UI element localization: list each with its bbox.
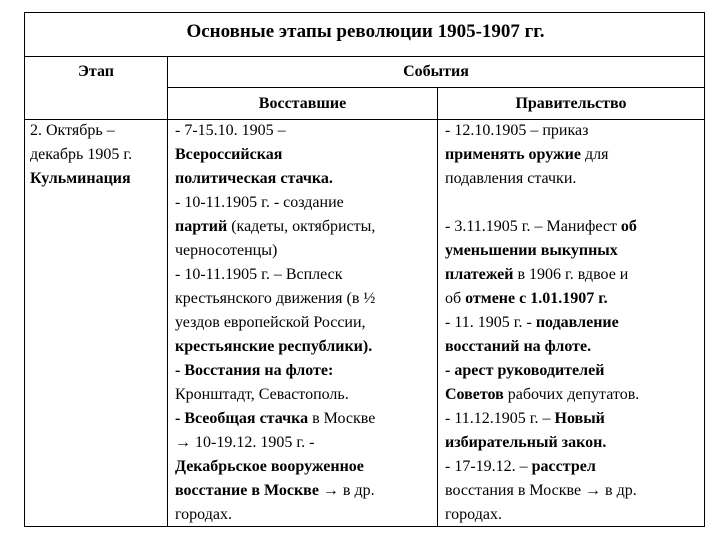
government-line: восстаний на флоте. — [445, 338, 592, 355]
events-column-divider — [437, 87, 438, 526]
government-line: - 3.11.1905 г. – Манифест об — [445, 218, 637, 235]
rebels-line: - 10-11.1905 г. – Всплеск — [175, 266, 343, 283]
government-line: об отмене с 1.01.1907 г. — [445, 290, 608, 307]
stage-name: Кульминация — [30, 170, 131, 187]
rebels-line: - 10-11.1905 г. - создание — [175, 194, 344, 211]
government-line: платежей в 1906 г. вдвое и — [445, 266, 629, 283]
rebels-line: - 7-15.10. 1905 – — [175, 122, 286, 139]
header-government: Правительство — [515, 95, 627, 112]
rebels-line: Декабрьское вооруженное — [175, 458, 364, 475]
government-line: применять оружие для — [445, 146, 609, 163]
stage-line: декабрь 1905 г. — [30, 146, 133, 163]
header-stage: Этап — [78, 63, 114, 80]
header-rebels: Восставшие — [258, 95, 347, 112]
table-title: Основные этапы революции 1905-1907 гг. — [186, 21, 545, 42]
stage-cell — [30, 119, 132, 191]
rebels-line: крестьянского движения (в ½ — [175, 290, 376, 307]
government-line: - 17-19.12. – расстрел — [445, 458, 596, 475]
header-events: События — [403, 63, 469, 80]
rebels-line: восстание в Москве → в др. — [175, 482, 375, 499]
rebels-cell — [175, 119, 375, 527]
government-line: Советов рабочих депутатов. — [445, 386, 640, 403]
rebels-line: партий (кадеты, октябристы, — [175, 218, 376, 235]
rebels-line: уездов европейской России, — [175, 314, 366, 331]
rebels-line: - Восстания на флоте: — [175, 362, 334, 379]
rebels-line: Кронштадт, Севастополь. — [175, 386, 349, 403]
stage-line: 2. Октябрь – — [30, 122, 115, 139]
stage-column-divider — [167, 56, 168, 526]
history-table — [24, 12, 705, 527]
government-line: подавления стачки. — [445, 170, 577, 187]
rebels-line: политическая стачка. — [175, 170, 333, 187]
government-line: - 12.10.1905 – приказ — [445, 122, 589, 139]
rebels-line: городах. — [175, 506, 232, 523]
spacer — [445, 191, 639, 215]
rebels-line: Всероссийская — [175, 146, 283, 163]
government-line: - 11.12.1905 г. – Новый — [445, 410, 605, 427]
government-line: городах. — [445, 506, 502, 523]
government-line: восстания в Москве → в др. — [445, 482, 637, 499]
government-line: - арест руководителей — [445, 362, 605, 379]
government-line: уменьшении выкупных — [445, 242, 618, 259]
government-cell — [445, 119, 639, 527]
government-line: избирательный закон. — [445, 434, 607, 451]
rebels-line: → 10-19.12. 1905 г. - — [175, 434, 315, 451]
government-line: - 11. 1905 г. - подавление — [445, 314, 619, 331]
rebels-line: крестьянские республики). — [175, 338, 373, 355]
rebels-line: черносотенцы) — [175, 242, 278, 259]
rebels-line: - Всеобщая стачка в Москве — [175, 410, 376, 427]
